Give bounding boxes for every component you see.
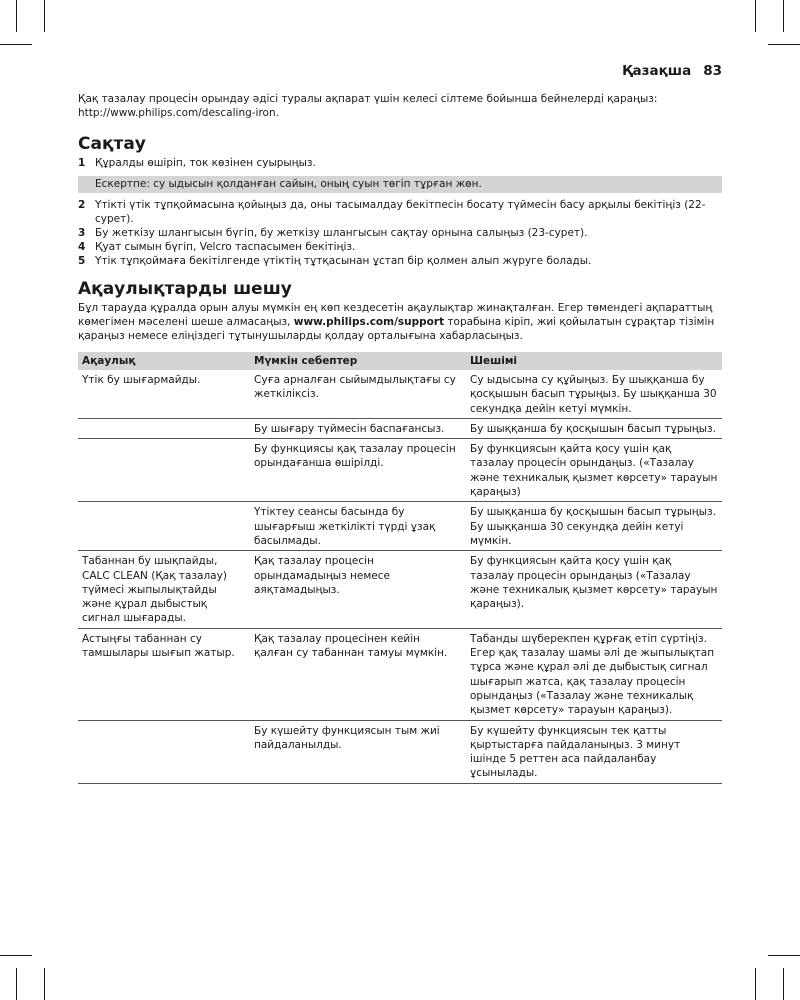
solution-cell: Бу функциясын қайта қосу үшін қақ тазалау процесін орындаңыз («Тазалау және техникалық қызмет көрсету» тарауын қараңыз).: [466, 551, 722, 628]
problem-cell: [78, 439, 250, 502]
solution-cell: Су ыдысына су құйыңыз. Бу шыққанша бу қосқышын басып тұрыңыз. Бу шыққанша 30 секундқа дейін кетуі мүмкін.: [466, 370, 722, 418]
cause-cell: Суға арналған сыйымдылықтағы су жеткіліксіз.: [250, 370, 466, 418]
table-header-row: [78, 352, 722, 370]
problem-cell: Астыңғы табаннан су тамшылары шығып жатыр.: [78, 628, 250, 720]
page-number: 83: [703, 63, 722, 79]
step-number: 2: [78, 199, 86, 211]
descaling-link[interactable]: http://www.philips.com/descaling-iron.: [78, 107, 279, 119]
storage-note: Ескертпе: су ыдысын қолданған сайын, оның суын төгіп тұрған жөн.: [78, 176, 722, 193]
step-text: Қуат сымын бүгіп, Velcro таспасымен бекітіңіз.: [95, 241, 356, 253]
crop-mark: [0, 955, 32, 956]
problem-cell: [78, 502, 250, 551]
page-content: [78, 92, 722, 784]
storage-step: [78, 226, 722, 240]
storage-step: [78, 254, 722, 268]
solution-cell: Бу күшейту функциясын тек қатты қыртыстарға пайдаланыңыз. 3 минут ішінде 5 реттен аса пайдаланбау ұсынылады.: [466, 720, 722, 783]
column-header-solution: Шешімі: [466, 352, 722, 370]
descaling-intro-text: Қақ тазалау процесін орындау әдісі туралы ақпарат үшін келесі сілтеме бойынша бейнелерді қараңыз:: [78, 93, 658, 105]
cause-cell: Бу шығару түймесін баспағансыз.: [250, 418, 466, 438]
step-text: Үтік тұпқоймаға бекітілгенде үтіктің тұтқасынан ұстап бір қолмен алып жүруге болады.: [95, 255, 592, 267]
step-text: Бу жеткізу шлангысын бүгіп, бу жеткізу шлангысын сақтау орнына салыңыз (23-сурет).: [95, 227, 588, 239]
crop-mark: [0, 44, 32, 45]
support-link[interactable]: www.philips.com/support: [293, 316, 445, 328]
storage-step: [78, 240, 722, 254]
crop-mark: [44, 968, 45, 1000]
cause-cell: Үтіктеу сеансы басында бу шығарғыш жеткілікті түрді ұзақ басылмады.: [250, 502, 466, 551]
step-number: 4: [78, 241, 86, 253]
descaling-intro: [78, 92, 722, 120]
step-number: 5: [78, 255, 86, 267]
problem-cell: Үтік бу шығармайды.: [78, 370, 250, 418]
crop-mark: [755, 968, 756, 1000]
table-row: [78, 439, 722, 502]
solution-cell: Бу функциясын қайта қосу үшін қақ тазалау процесін орындаңыз. («Тазалау және техникалық қызмет көрсету» тарауын қараңыз): [466, 439, 722, 502]
solution-cell: Табанды шүберекпен құрғақ етіп сүртіңіз. Егер қақ тазалау шамы әлі де жыпылықтап тұрса және құрал әлі де дыбыстық сигнал шығарып жатса, қақ тазалау процесін орындаңыз («Тазалау және техникалық қызмет көрсету» тарауын қараңыз).: [466, 628, 722, 720]
table-row: [78, 418, 722, 438]
page-header: [622, 63, 722, 79]
storage-step: [78, 198, 722, 226]
troubleshooting-intro: [78, 301, 722, 343]
table-row: [78, 370, 722, 418]
storage-heading: Сақтау: [78, 134, 146, 154]
table-row: [78, 551, 722, 628]
crop-mark: [755, 0, 756, 32]
table-row: [78, 628, 722, 720]
problem-cell: [78, 720, 250, 783]
crop-mark: [16, 0, 17, 32]
troubleshooting-intro-text: Бұл тарауда құралда орын алуы мүмкін ең көп кездесетін ақаулықтар жинақталған. Егер төмендегі ақпараттың көмегімен мәселені шеше алмасаңыз,: [78, 302, 713, 328]
problem-cell: [78, 418, 250, 438]
cause-cell: Қақ тазалау процесін орындамадыңыз немесе аяқтамадыңыз.: [250, 551, 466, 628]
storage-steps: [78, 156, 722, 268]
column-header-cause: Мүмкін себептер: [250, 352, 466, 370]
step-number: 3: [78, 227, 86, 239]
step-text: Құралды өшіріп, ток көзінен суырыңыз.: [95, 157, 316, 169]
cause-cell: Бу күшейту функциясын тым жиі пайдаланылды.: [250, 720, 466, 783]
crop-mark: [44, 0, 45, 32]
troubleshooting-heading: Ақаулықтарды шешу: [78, 279, 292, 299]
step-number: 1: [78, 157, 86, 169]
table-row: [78, 720, 722, 783]
troubleshooting-intro-text-end: торабына кіріп, жиі қойылатын сұрақтар тізімін қараңыз немесе еліңіздегі тұтынушыларды қолдау орталығына хабарласыңыз.: [78, 316, 715, 342]
cause-cell: Қақ тазалау процесінен кейін қалған су табаннан тамуы мүмкін.: [250, 628, 466, 720]
language-label: Қазақша: [622, 63, 692, 79]
crop-mark: [16, 968, 17, 1000]
column-header-problem: Ақаулық: [78, 352, 250, 370]
storage-step: [78, 156, 722, 170]
solution-cell: Бу шыққанша бу қосқышын басып тұрыңыз.: [466, 418, 722, 438]
step-text: Үтікті үтік тұпқоймасына қойыңыз да, оны тасымалдау бекітпесін босату түймесін басу арқылы бекітіңіз (22-сурет).: [95, 199, 706, 225]
table-row: [78, 502, 722, 551]
crop-mark: [783, 968, 784, 1000]
crop-mark: [783, 0, 784, 32]
cause-cell: Бу функциясы қақ тазалау процесін орындағанша өшірілді.: [250, 439, 466, 502]
crop-mark: [768, 44, 800, 45]
solution-cell: Бу шыққанша бу қосқышын басып тұрыңыз. Бу шыққанша 30 секундқа дейін кетуі мүмкін.: [466, 502, 722, 551]
crop-mark: [768, 955, 800, 956]
troubleshooting-table: [78, 352, 722, 784]
problem-cell: Табаннан бу шықпайды, CALC CLEAN (Қақ тазалау) түймесі жыпылықтайды және құрал дыбыстық сигнал шығарады.: [78, 551, 250, 628]
